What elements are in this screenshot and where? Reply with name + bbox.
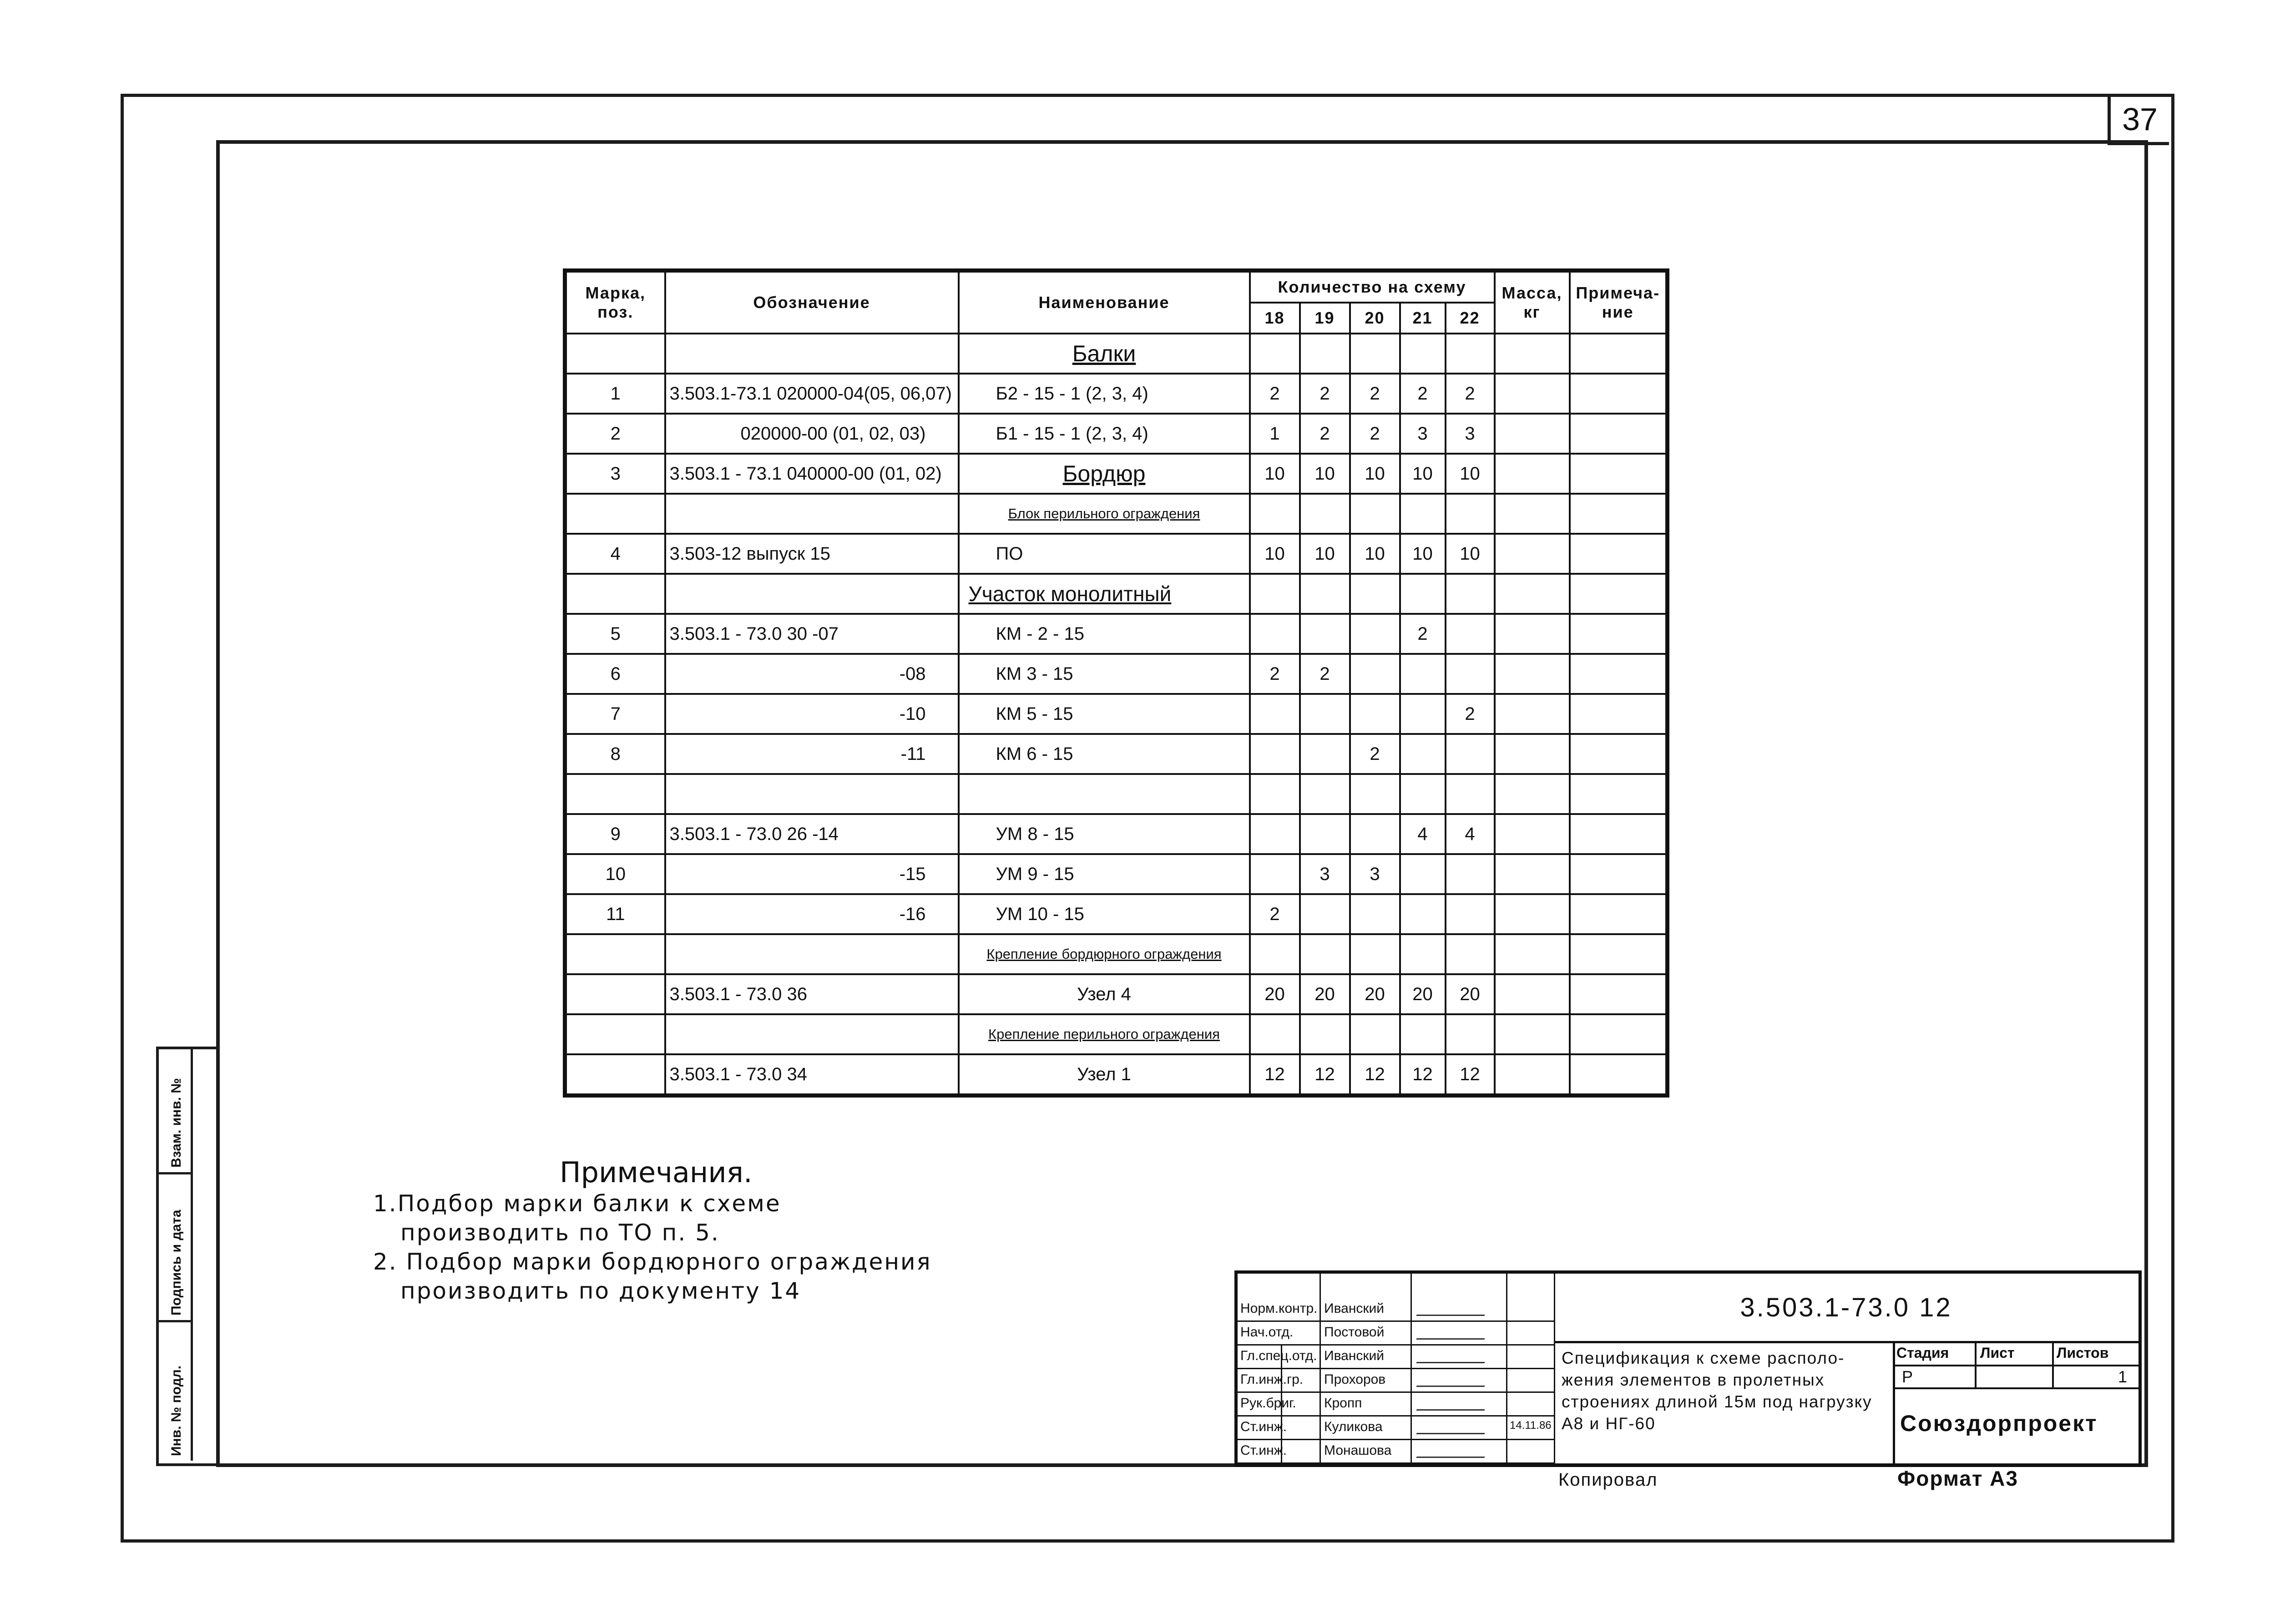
cell-quantity: 20: [1400, 974, 1446, 1014]
table-row: [565, 494, 1668, 534]
cell-designation: 3.503.1 - 73.0 34: [665, 1054, 959, 1096]
cell-designation: [665, 334, 959, 374]
table-row: [565, 1014, 1668, 1054]
sheet-label: Лист: [1980, 1345, 2015, 1361]
cell-mass: [1495, 614, 1570, 654]
cell-quantity: [1300, 334, 1350, 374]
header-qty-col: 20: [1350, 303, 1400, 334]
cell-quantity: [1300, 1014, 1350, 1054]
cell-name: Крепление бордюрного ограждения: [959, 934, 1250, 974]
signature-name: Куликова: [1324, 1419, 1383, 1434]
format-label: Формат А3: [1897, 1467, 2018, 1490]
cell-quantity: [1350, 934, 1400, 974]
cell-quantity: [1250, 334, 1300, 374]
cell-quantity: [1400, 774, 1446, 814]
table-row: [565, 734, 1668, 774]
cell-position: [565, 494, 665, 534]
cell-name: Крепление перильного ограждения: [959, 1014, 1250, 1054]
table-row: [565, 534, 1668, 574]
cell-mass: [1495, 734, 1570, 774]
cell-quantity: 12: [1250, 1054, 1300, 1096]
cell-position: 3: [565, 454, 665, 494]
document-description: Спецификация к схеме располо- жения элементов в пролетных строениях длиной 15м под нагрузку А8 и НГ-60: [1562, 1349, 1872, 1433]
cell-note: [1570, 374, 1668, 414]
header-name: Наименование: [959, 271, 1250, 334]
cell-position: 11: [565, 894, 665, 934]
handwritten-signature: [1416, 1372, 1491, 1387]
cell-note: [1570, 334, 1668, 374]
sheet-number: 37: [2108, 96, 2169, 145]
cell-note: [1570, 774, 1668, 814]
cell-mass: [1495, 1054, 1570, 1096]
cell-position: 6: [565, 654, 665, 694]
cell-quantity: [1250, 614, 1300, 654]
notes-heading: Примечания.: [560, 1156, 753, 1189]
cell-quantity: 10: [1250, 534, 1300, 574]
cell-position: [565, 574, 665, 614]
cell-note: [1570, 494, 1668, 534]
cell-quantity: [1250, 574, 1300, 614]
cell-quantity: 2: [1300, 374, 1350, 414]
cell-designation: -08: [665, 654, 959, 694]
signature-role: Ст.инж.: [1240, 1419, 1287, 1434]
signature-role: Нач.отд.: [1240, 1325, 1294, 1340]
cell-quantity: [1300, 614, 1350, 654]
cell-name: КМ 3 - 15: [959, 654, 1250, 694]
notes-block: [373, 1156, 932, 1305]
cell-note: [1570, 454, 1668, 494]
cell-quantity: [1350, 494, 1400, 534]
signature-role: Ст.инж.: [1240, 1443, 1287, 1458]
table-row: [565, 774, 1668, 814]
cell-note: [1570, 854, 1668, 894]
strip-cell-signature: Подпись и дата: [159, 1172, 193, 1322]
cell-quantity: 10: [1250, 454, 1300, 494]
handwritten-signature: [1416, 1396, 1491, 1411]
cell-designation: -11: [665, 734, 959, 774]
cell-quantity: [1250, 1014, 1300, 1054]
cell-quantity: [1446, 334, 1495, 374]
cell-quantity: [1400, 494, 1446, 534]
cell-position: [565, 934, 665, 974]
cell-name: Б1 - 15 - 1 (2, 3, 4): [959, 414, 1250, 454]
cell-quantity: [1250, 494, 1300, 534]
cell-quantity: [1446, 654, 1495, 694]
cell-quantity: [1400, 334, 1446, 374]
cell-quantity: 12: [1350, 1054, 1400, 1096]
cell-name: Узел 1: [959, 1054, 1250, 1096]
cell-mass: [1495, 854, 1570, 894]
specification-body: [565, 334, 1668, 1096]
cell-mass: [1495, 894, 1570, 934]
table-row: [565, 614, 1668, 654]
cell-quantity: 4: [1446, 814, 1495, 854]
cell-quantity: [1350, 1014, 1400, 1054]
cell-note: [1570, 1014, 1668, 1054]
table-row: [565, 694, 1668, 734]
cell-note: [1570, 814, 1668, 854]
cell-quantity: 2: [1300, 654, 1350, 694]
cell-quantity: 3: [1350, 854, 1400, 894]
cell-quantity: 2: [1250, 894, 1300, 934]
cell-quantity: [1446, 574, 1495, 614]
cell-quantity: [1446, 934, 1495, 974]
cell-quantity: 3: [1300, 854, 1350, 894]
table-row: [565, 414, 1668, 454]
cell-position: 10: [565, 854, 665, 894]
cell-note: [1570, 534, 1668, 574]
cell-name: УМ 9 - 15: [959, 854, 1250, 894]
header-designation: Обозначение: [665, 271, 959, 334]
cell-quantity: [1400, 694, 1446, 734]
table-row: [565, 854, 1668, 894]
cell-name: ПО: [959, 534, 1250, 574]
cell-quantity: 2: [1350, 734, 1400, 774]
copied-label: Копировал: [1558, 1470, 1658, 1490]
cell-position: 4: [565, 534, 665, 574]
header-qty-col: 22: [1446, 303, 1495, 334]
table-row: [565, 574, 1668, 614]
cell-quantity: [1250, 814, 1300, 854]
cell-quantity: [1400, 934, 1446, 974]
cell-mass: [1495, 974, 1570, 1014]
cell-position: [565, 774, 665, 814]
cell-quantity: [1446, 854, 1495, 894]
cell-quantity: [1400, 854, 1446, 894]
header-qty-col: 19: [1300, 303, 1350, 334]
cell-quantity: [1350, 774, 1400, 814]
cell-quantity: [1350, 614, 1400, 654]
cell-designation: [665, 494, 959, 534]
cell-designation: [665, 934, 959, 974]
cell-position: 5: [565, 614, 665, 654]
cell-name: КМ 6 - 15: [959, 734, 1250, 774]
cell-position: 7: [565, 694, 665, 734]
cell-quantity: [1300, 934, 1350, 974]
cell-quantity: 12: [1446, 1054, 1495, 1096]
cell-quantity: 20: [1446, 974, 1495, 1014]
strip-cell-replace-inv: Взам. инв. №: [159, 1049, 193, 1174]
cell-mass: [1495, 494, 1570, 534]
cell-quantity: [1300, 574, 1350, 614]
cell-note: [1570, 734, 1668, 774]
cell-position: [565, 334, 665, 374]
cell-quantity: 10: [1300, 454, 1350, 494]
cell-quantity: 20: [1250, 974, 1300, 1014]
table-row: [565, 1054, 1668, 1096]
signature-name: Иванский: [1324, 1301, 1385, 1316]
cell-note: [1570, 974, 1668, 1014]
strip-cell-inv: Инв. № подл.: [159, 1320, 193, 1461]
handwritten-signature: [1416, 1443, 1491, 1458]
signature-name: Прохоров: [1324, 1372, 1386, 1387]
cell-quantity: 10: [1400, 454, 1446, 494]
note-line: производить по ТО п. 5.: [400, 1219, 720, 1246]
cell-position: 8: [565, 734, 665, 774]
cell-designation: -15: [665, 854, 959, 894]
cell-quantity: [1300, 694, 1350, 734]
cell-quantity: 10: [1446, 534, 1495, 574]
sheets-value: 1: [2118, 1367, 2128, 1386]
cell-quantity: [1300, 774, 1350, 814]
cell-mass: [1495, 454, 1570, 494]
cell-quantity: 20: [1350, 974, 1400, 1014]
cell-quantity: 2: [1400, 374, 1446, 414]
cell-note: [1570, 894, 1668, 934]
signature-date: 14.11.86: [1510, 1419, 1552, 1432]
cell-quantity: [1400, 894, 1446, 934]
cell-mass: [1495, 774, 1570, 814]
cell-mass: [1495, 654, 1570, 694]
signature-name: Кропп: [1324, 1396, 1362, 1411]
signature-name: Постовой: [1324, 1325, 1385, 1340]
cell-note: [1570, 574, 1668, 614]
cell-quantity: [1300, 734, 1350, 774]
cell-position: [565, 1014, 665, 1054]
cell-quantity: 2: [1300, 414, 1350, 454]
cell-quantity: 3: [1400, 414, 1446, 454]
cell-quantity: 10: [1300, 534, 1350, 574]
cell-name: КМ 5 - 15: [959, 694, 1250, 734]
stage-label: Стадия: [1896, 1345, 1949, 1361]
cell-quantity: [1250, 734, 1300, 774]
cell-name: КМ - 2 - 15: [959, 614, 1250, 654]
cell-quantity: [1400, 574, 1446, 614]
signature-role: Норм.контр.: [1240, 1301, 1318, 1316]
cell-quantity: 2: [1250, 654, 1300, 694]
document-code: 3.503.1-73.0 12: [1740, 1292, 1952, 1322]
cell-designation: [665, 574, 959, 614]
cell-designation: -16: [665, 894, 959, 934]
cell-designation: 3.503.1-73.1 020000-04(05, 06,07): [665, 374, 959, 414]
table-row: [565, 974, 1668, 1014]
cell-designation: 3.503.1 - 73.0 30 -07: [665, 614, 959, 654]
cell-quantity: 3: [1446, 414, 1495, 454]
cell-quantity: [1250, 934, 1300, 974]
cell-name: УМ 8 - 15: [959, 814, 1250, 854]
cell-quantity: [1300, 814, 1350, 854]
handwritten-signature: [1416, 1419, 1491, 1434]
cell-quantity: [1350, 574, 1400, 614]
cell-position: 2: [565, 414, 665, 454]
cell-quantity: [1350, 694, 1400, 734]
cell-mass: [1495, 694, 1570, 734]
cell-mass: [1495, 534, 1570, 574]
cell-quantity: 10: [1400, 534, 1446, 574]
cell-quantity: 2: [1350, 414, 1400, 454]
cell-name: Б2 - 15 - 1 (2, 3, 4): [959, 374, 1250, 414]
cell-quantity: 2: [1446, 374, 1495, 414]
cell-quantity: [1350, 814, 1400, 854]
cell-name: Узел 4: [959, 974, 1250, 1014]
handwritten-signature: [1416, 1325, 1491, 1340]
cell-designation: 3.503.1 - 73.1 040000-00 (01, 02): [665, 454, 959, 494]
cell-name: Участок монолитный: [959, 574, 1250, 614]
cell-quantity: 12: [1300, 1054, 1350, 1096]
table-row: [565, 334, 1668, 374]
cell-note: [1570, 1054, 1668, 1096]
cell-name: Балки: [959, 334, 1250, 374]
cell-designation: 3.503-12 выпуск 15: [665, 534, 959, 574]
cell-quantity: 20: [1300, 974, 1350, 1014]
header-mark: Марка, поз.: [565, 271, 665, 334]
cell-name: [959, 774, 1250, 814]
handwritten-signature: [1416, 1348, 1491, 1363]
cell-quantity: [1400, 1014, 1446, 1054]
cell-quantity: [1300, 494, 1350, 534]
cell-mass: [1495, 414, 1570, 454]
signature-role: Гл.спец.отд.: [1240, 1348, 1317, 1363]
specification-table: [563, 268, 1669, 1098]
cell-note: [1570, 934, 1668, 974]
cell-position: 1: [565, 374, 665, 414]
header-quantity: Количество на схему: [1250, 271, 1495, 303]
header-mass: Масса, кг: [1495, 271, 1570, 334]
cell-position: [565, 974, 665, 1014]
cell-quantity: 10: [1350, 454, 1400, 494]
signature-name: Иванский: [1324, 1348, 1385, 1363]
cell-note: [1570, 654, 1668, 694]
cell-quantity: [1350, 894, 1400, 934]
cell-quantity: [1446, 774, 1495, 814]
organization-name: Союздорпроект: [1900, 1411, 2098, 1436]
cell-quantity: 2: [1350, 374, 1400, 414]
cell-mass: [1495, 334, 1570, 374]
cell-mass: [1495, 814, 1570, 854]
table-row: [565, 894, 1668, 934]
cell-position: [565, 1054, 665, 1096]
table-row: [565, 374, 1668, 414]
table-row: [565, 454, 1668, 494]
cell-quantity: [1446, 614, 1495, 654]
approval-strip: [156, 1047, 219, 1466]
sheets-label: Листов: [2057, 1345, 2109, 1361]
cell-mass: [1495, 1014, 1570, 1054]
cell-quantity: [1250, 694, 1300, 734]
stage-value: Р: [1902, 1367, 1913, 1386]
cell-quantity: 1: [1250, 414, 1300, 454]
cell-quantity: 2: [1400, 614, 1446, 654]
signature-name: Монашова: [1324, 1443, 1392, 1458]
cell-designation: 020000-00 (01, 02, 03): [665, 414, 959, 454]
cell-note: [1570, 694, 1668, 734]
cell-designation: 3.503.1 - 73.0 26 -14: [665, 814, 959, 854]
handwritten-signature: [1416, 1301, 1491, 1316]
cell-quantity: [1350, 334, 1400, 374]
table-row: [565, 814, 1668, 854]
cell-quantity: [1446, 894, 1495, 934]
table-row: [565, 934, 1668, 974]
cell-name: Бордюр: [959, 454, 1250, 494]
cell-quantity: [1446, 734, 1495, 774]
cell-position: 9: [565, 814, 665, 854]
cell-designation: [665, 774, 959, 814]
cell-name: Блок перильного ограждения: [959, 494, 1250, 534]
cell-mass: [1495, 574, 1570, 614]
cell-quantity: 2: [1446, 694, 1495, 734]
header-qty-col: 21: [1400, 303, 1446, 334]
cell-mass: [1495, 374, 1570, 414]
note-line: производить по документу 14: [400, 1278, 801, 1304]
title-block: [1234, 1270, 2142, 1467]
cell-designation: -10: [665, 694, 959, 734]
cell-name: УМ 10 - 15: [959, 894, 1250, 934]
cell-quantity: 10: [1446, 454, 1495, 494]
signature-role: Гл.инж.гр.: [1240, 1372, 1304, 1387]
table-row: [565, 654, 1668, 694]
cell-quantity: [1400, 734, 1446, 774]
header-qty-col: 18: [1250, 303, 1300, 334]
cell-quantity: 4: [1400, 814, 1446, 854]
cell-note: [1570, 414, 1668, 454]
cell-mass: [1495, 934, 1570, 974]
cell-quantity: [1446, 494, 1495, 534]
cell-quantity: [1350, 654, 1400, 694]
note-line: 2. Подбор марки бордюрного ограждения: [373, 1249, 932, 1275]
cell-quantity: 12: [1400, 1054, 1446, 1096]
cell-quantity: [1400, 654, 1446, 694]
cell-note: [1570, 614, 1668, 654]
cell-designation: 3.503.1 - 73.0 36: [665, 974, 959, 1014]
header-note: Примеча-ние: [1570, 271, 1668, 334]
cell-designation: [665, 1014, 959, 1054]
cell-quantity: [1250, 774, 1300, 814]
note-line: 1.Подбор марки балки к схеме: [373, 1190, 781, 1217]
cell-quantity: [1300, 894, 1350, 934]
cell-quantity: [1446, 1014, 1495, 1054]
cell-quantity: [1250, 854, 1300, 894]
cell-quantity: 10: [1350, 534, 1400, 574]
signature-role: Рук.бриг.: [1240, 1396, 1296, 1411]
cell-quantity: 2: [1250, 374, 1300, 414]
